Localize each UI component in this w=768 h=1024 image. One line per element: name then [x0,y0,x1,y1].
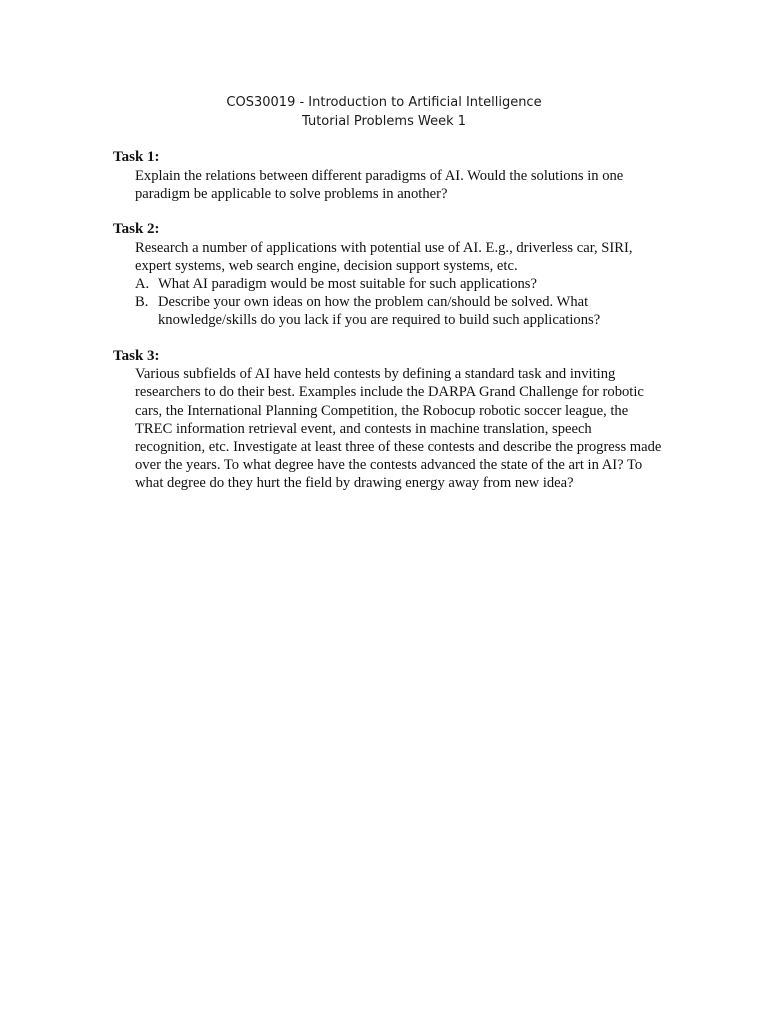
course-title: COS30019 - Introduction to Artificial Intelligence [226,95,542,110]
option-letter: B. [135,294,149,311]
task-2-text [135,239,665,275]
task-2-options [135,275,665,330]
task-2-heading: Task 2: [113,221,160,237]
document-subtitle: Tutorial Problems Week 1 [302,114,466,129]
task-2 [113,220,673,330]
task-1-heading: Task 1: [113,149,160,165]
task-3-heading: Task 3: [113,347,160,364]
document-header [0,93,768,131]
task-3 [113,347,673,493]
task-3-paragraph: Various subfields of AI have held contests by defining a standard task and inviting researchers to do their best. Examples include the DARPA Grand Challenge for robotic cars, the International Planning Competition, the Robocup robotic soccer league, the TREC information retrieval event, and contests in machine translation, speech recognition, etc. Investigate at least three of these contests and describe the progress made over the years. To what degree have the contests advanced the state of the art in AI? To what degree do they hurt the field by drawing energy away from new idea? [135,366,662,492]
task-2-option-b [135,293,665,329]
document-body [113,148,673,510]
task-2-paragraph: Research a number of applications with potential use of AI. E.g., driverless car, SIRI, expert systems, web search engine, decision support systems, etc. [135,239,633,274]
option-text: Describe your own ideas on how the problem can/should be solved. What knowledge/skills do you lack if you are required to build such applications? [158,294,601,329]
option-letter: A. [135,276,150,292]
task-3-text [135,365,665,492]
task-1 [113,148,673,203]
task-1-paragraph: Explain the relations between different paradigms of AI. Would the solutions in one paradigm be applicable to solve problems in another? [135,167,624,202]
task-1-text [135,167,665,203]
task-2-option-a [135,275,665,293]
option-text: What AI paradigm would be most suitable for such applications? [158,276,537,292]
